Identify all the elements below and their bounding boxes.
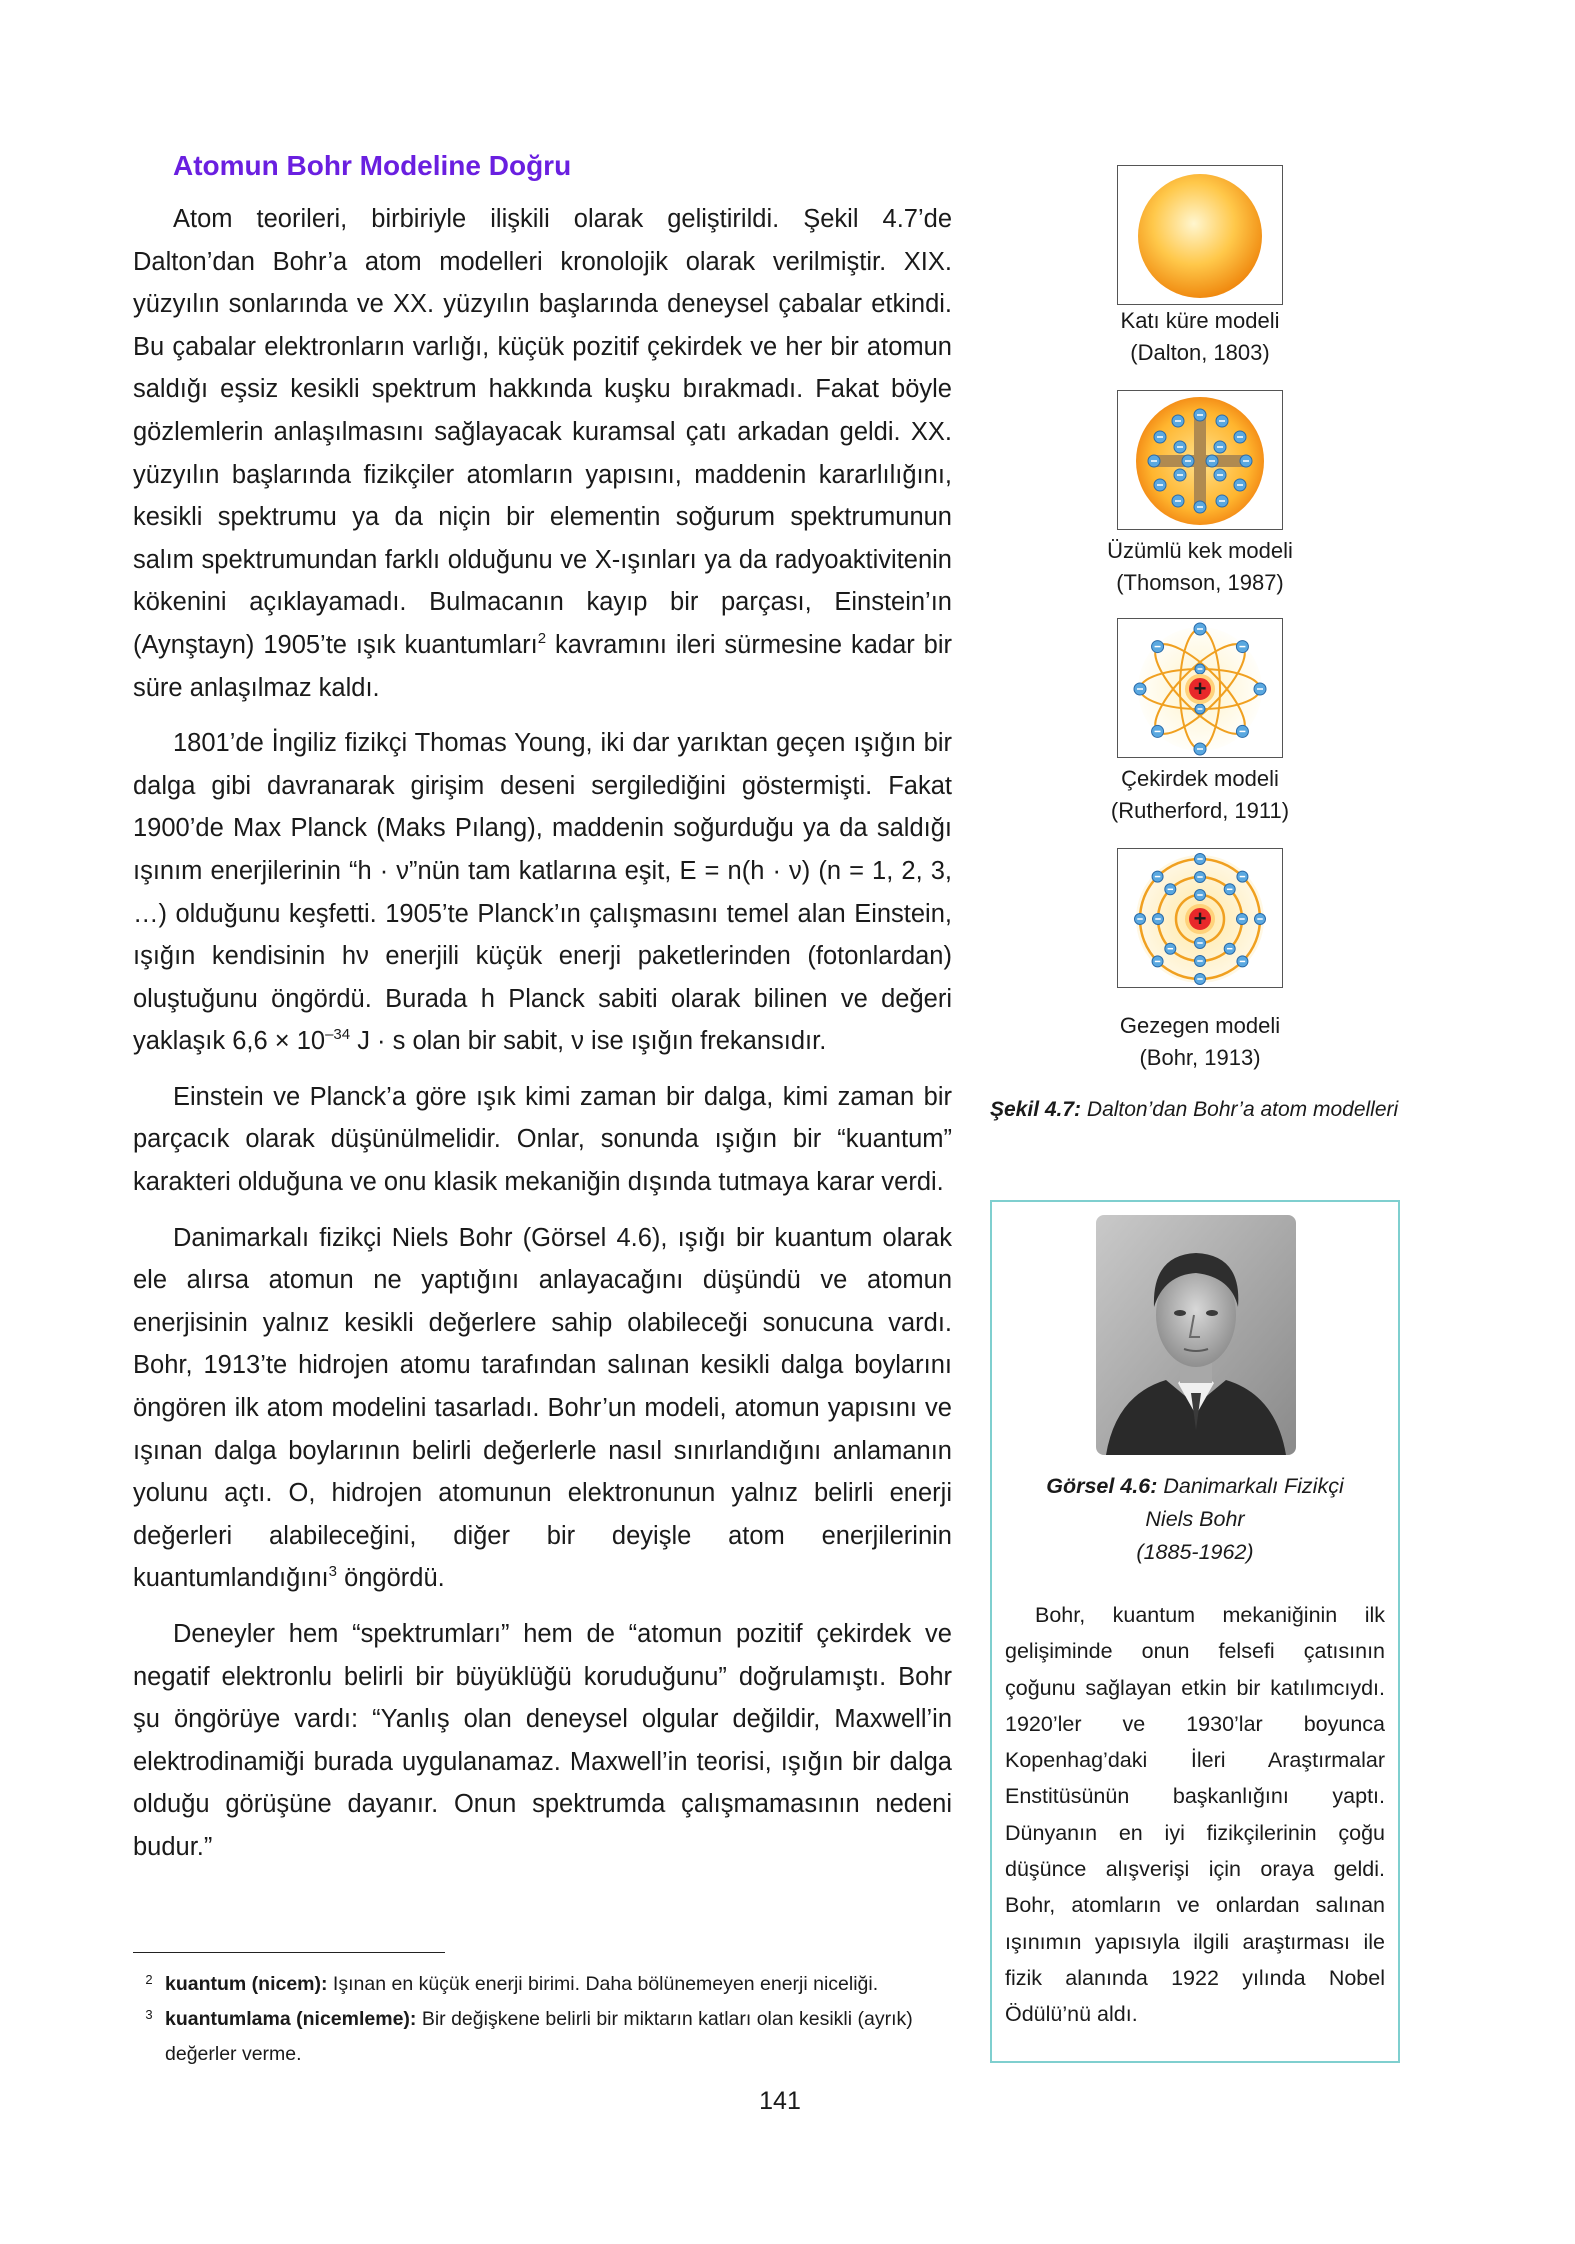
footnotes	[133, 1967, 952, 2072]
footnote-ref: 2	[537, 629, 547, 647]
bio-text: Bohr, kuantum mekaniğinin ilk gelişiminde onun felsefi çatısının çoğunu sağlayan etkin bir katılımcıydı. 1920’ler ve 1930’lar boyunca Kopenhag’daki İleri Araştırmalar Enstitüsünün başkanlığını yaptı. Dünyanın en iyi fizikçilerinin çoğu düşünce alışverişi için oraya geldi. Bohr, atomların ve onlardan salınan ışınımın yapısıyla ilgili araştırması ile fizik alanında 1922 yılında Nobel Ödülü’nü aldı.	[1005, 1603, 1385, 2027]
bohr-model-caption: Gezegen modeli (Bohr, 1913)	[1119, 1013, 1281, 1070]
footnote: 2 kuantum (nicem): Işınan en küçük enerji birimi. Daha bölünemeyen enerji niceliği.	[145, 1972, 879, 1995]
photo-caption: Görsel 4.6: Danimarkalı Fizikçi Niels Bohr (1885-1962)	[1046, 1474, 1344, 1564]
paragraph: Deneyler hem “spektrumları” hem de “atomun pozitif çekirdek ve negatif elektronlu belirli bir büyüklüğü koruduğunu” doğrulamıştı. Bohr şu öngörüye vardı: “Yanlış olan deneysel olgular değildir, Maxwell’in elektrodinamiği burada uygulanamaz. Maxwell’in teorisi, ışığın bir dalga olduğu görüşüne dayanır. Onun spektrumda çalışmamasının nedeni budur.”	[133, 1620, 952, 1861]
footnote-ref: 3	[328, 1563, 337, 1581]
thomson-model-caption: Üzümlü kek modeli (Thomson, 1987)	[1107, 538, 1293, 595]
paragraph: Atom teorileri, birbiriyle ilişkili olarak geliştirildi. Şekil 4.7’de Dalton’dan Bohr’a atom modelleri kronolojik olarak verilmiştir. XIX. yüzyılın sonlarında ve XX. yüzyılın başlarında deneysel çabalar etkindi. Bu çabalar elektronların varlığı, küçük pozitif çekirdek ve her bir atomun saldığı eşsiz kesikli spektrum hakkında kuşku bırakmadı. Fakat böyle gözlemlerin anlaşılmasını sağlayacak kuramsal çatı arkadan geldi. XX. yüzyılın başlarında fizikçiler atomların yapısını, maddenin kararlılığını, kesikli spektrumu ya da niçin bir elementin soğurum spektrumunun salım spektrumundan farklı olduğunu ve X-ışınları ya da radyoaktivitenin kökenini açıklayamadı. Bulmacanın kayıp bir parçası, Einstein’ın (Aynştayn) 1905’te ışık kuantumları$^2$ kavramını ileri sürmesine kadar bir süre anlaşılmaz kaldı.	[133, 205, 952, 702]
rutherford-model-caption: Çekirdek modeli (Rutherford, 1911)	[1110, 766, 1290, 823]
footnote-divider	[133, 1952, 445, 1953]
niels-bohr-photo	[1096, 1215, 1296, 1455]
dalton-model-image	[1117, 165, 1283, 305]
rutherford-model-image	[1117, 618, 1283, 758]
dalton-model-caption: Katı küre modeli (Dalton, 1803)	[1120, 308, 1280, 365]
paragraph: 1801’de İngiliz fizikçi Thomas Young, iki dar yarıktan geçen ışığın bir dalga gibi davranarak girişim deseni sergilediğini göstermişti. Fakat 1900’de Max Planck (Maks Pılang), maddenin soğurduğu ya da saldığı ışınım enerjilerinin “h · ν”nün tam katlarına eşit, E = n(h · ν) (n = 1, 2, 3, …) olduğunu keşfetti. 1905’te Planck’ın çalışmasını temel alan Einstein, ışığın kendisinin hν enerjili küçük enerji paketlerinden (fotonlardan) oluştuğunu öngördü. Burada h Planck sabiti olarak bilinen ve değeri yaklaşık $6,6 \times 10^{-34}$ J · s olan bir sabit, ν ise ışığın frekansıdır.	[133, 729, 952, 1056]
svg-text:+: +	[1193, 676, 1207, 701]
paragraph: Danimarkalı fizikçi Niels Bohr (Görsel 4.6), ışığı bir kuantum olarak ele alırsa atomun ne yaptığını anlayacağını düşündü ve atomun enerjisinin yalnız kesikli değerlere sahip olabileceği sonucuna vardı. Bohr, 1913’te hidrojen atomu tarafından salınan kesikli dalga boylarını öngören ilk atom modelini tasarladı. Bohr’un modeli, atomun yapısını ve ışınan dalga boylarının belirli değerlerle nasıl sınırlandığını anlamanın yolunu açtı. O, hidrojen atomunun elektronunun yalnız belirli enerji değerleri alabileceğini, diğer bir deyişle atom enerjilerinin kuantumlandığını$^3$ öngördü.	[133, 1223, 952, 1593]
page-number: 141	[759, 2087, 801, 2115]
paragraph: Einstein ve Planck’a göre ışık kimi zaman bir dalga, kimi zaman bir parçacık olarak düşünülmelidir. Onlar, sonunda ışığın bir “kuantum” karakteri olduğuna ve onu klasik mekaniğin dışında tutmaya karar verdi.	[133, 1082, 952, 1197]
exponent: –34	[325, 1026, 351, 1044]
svg-text:+: +	[1193, 906, 1207, 931]
footnote: 3 kuantumlama (nicemleme): Bir değişkene belirli bir miktarın katları olan kesikli (ayrık) değerler verme.	[145, 2007, 913, 2065]
thomson-model-image	[1117, 390, 1283, 530]
bohr-model-image	[1117, 848, 1283, 988]
main-text	[133, 198, 952, 1882]
section-heading: Atomun Bohr Modeline Doğru	[173, 150, 572, 181]
figure-caption: Şekil 4.7: Dalton’dan Bohr’a atom modelleri	[990, 1098, 1399, 1121]
